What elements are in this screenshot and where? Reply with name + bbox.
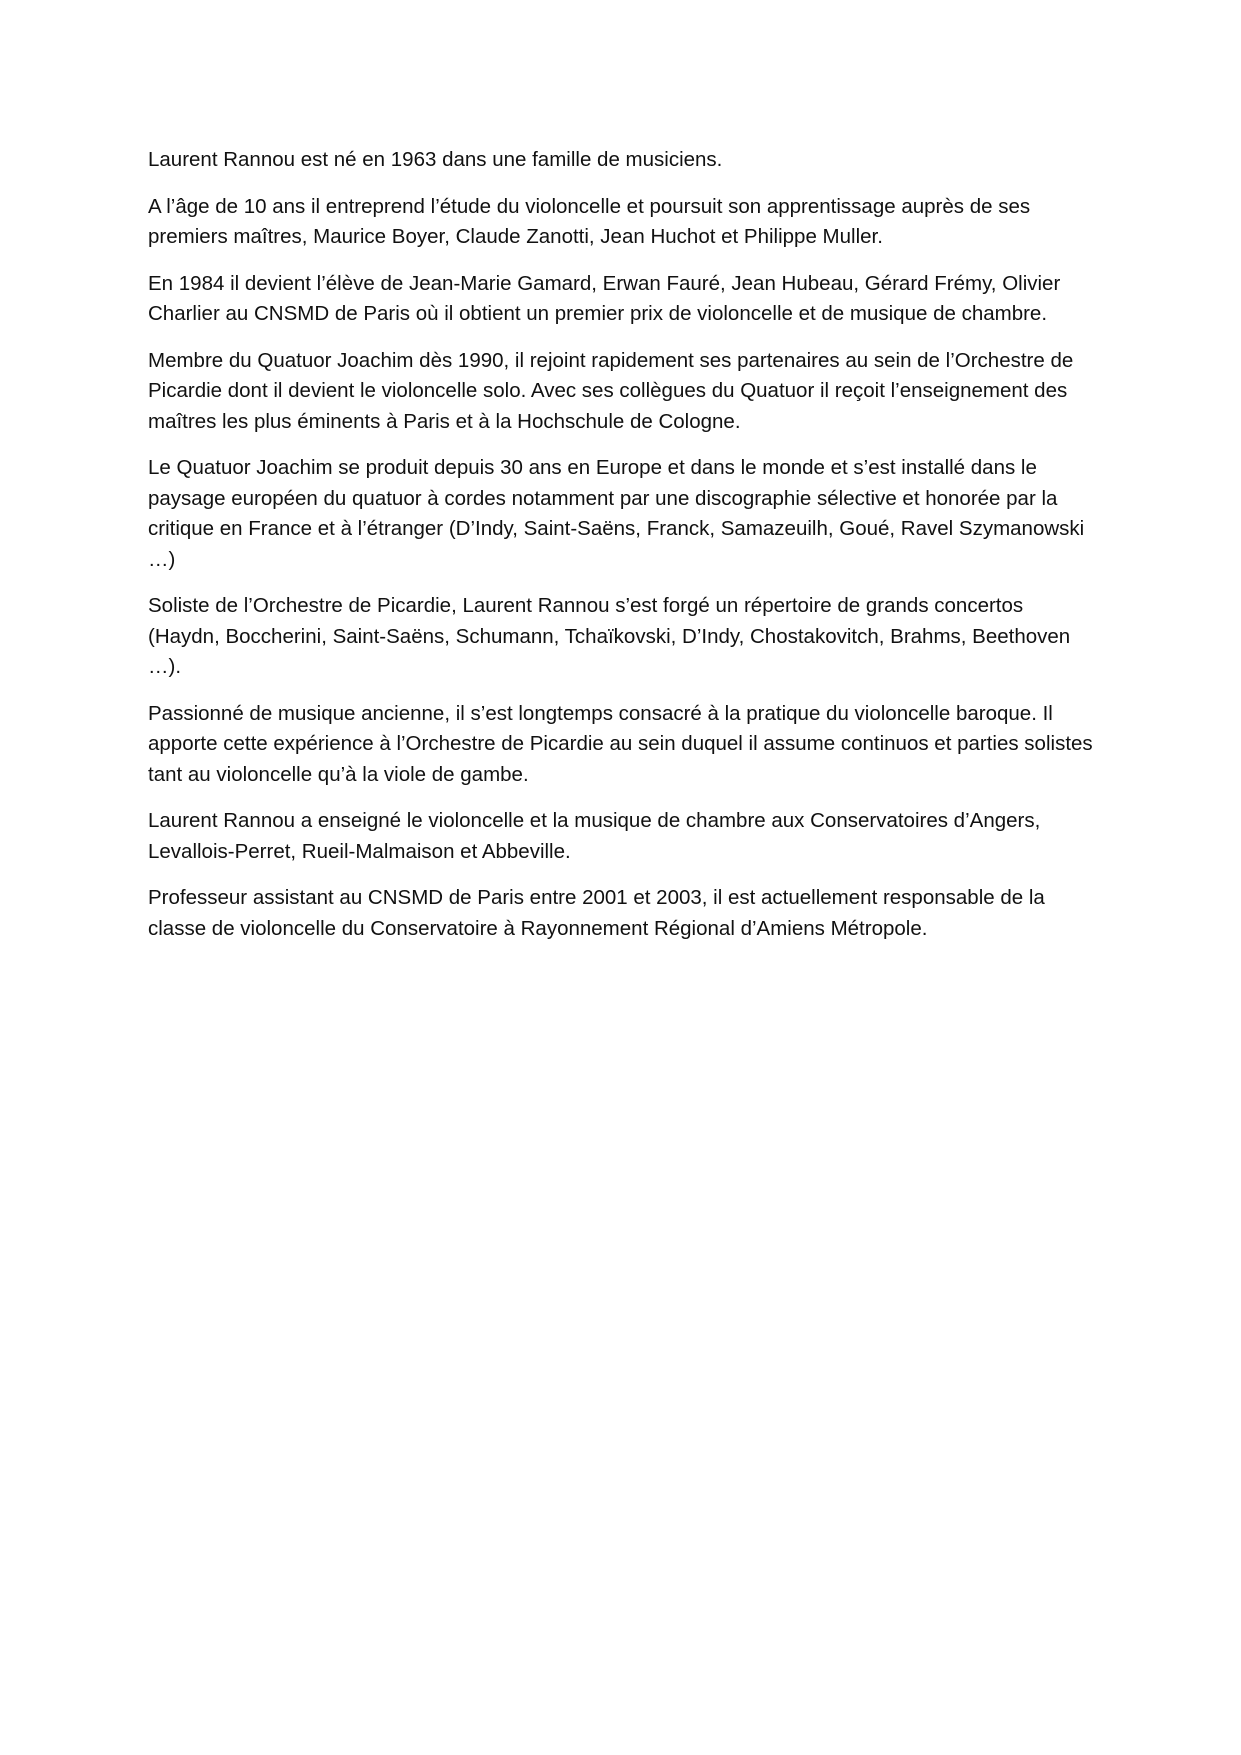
paragraph-soloist: Soliste de l’Orchestre de Picardie, Laurent Rannou s’est forgé un répertoire de grands concertos (Haydn, Boccherini, Saint-Saëns, Schumann, Tchaïkovski, D’Indy, Chostakovitch, Brahms, Beethoven …). [148,594,1071,678]
paragraph-quatuor-joachim: Membre du Quatuor Joachim dès 1990, il rejoint rapidement ses partenaires au sein de l’Orchestre de Picardie dont il devient le violoncelle solo. Avec ses collègues du Quatuor il reçoit l’enseignement des maîtres les plus éminents à Paris et à la Hochschule de Cologne. [148,348,1074,433]
paragraph-professorship: Professeur assistant au CNSMD de Paris entre 2001 et 2003, il est actuellement responsable de la classe de violoncelle du Conservatoire à Rayonnement Régional d’Amiens Métropole. [148,886,1045,940]
paragraph-cnsmd-studies: En 1984 il devient l’élève de Jean-Marie Gamard, Erwan Fauré, Jean Hubeau, Gérard Frémy, Olivier Charlier au CNSMD de Paris où il obtient un premier prix de violoncelle et de musique de chambre. [148,271,1061,325]
paragraph-early-studies: A l’âge de 10 ans il entreprend l’étude du violoncelle et poursuit son apprentissage auprès de ses premiers maîtres, Maurice Boyer, Claude Zanotti, Jean Huchot et Philippe Muller. [148,194,1031,248]
paragraph-baroque: Passionné de musique ancienne, il s’est longtemps consacré à la pratique du violoncelle baroque. Il apporte cette expérience à l’Orchestre de Picardie au sein duquel il assume continuos et parties solistes tant au violoncelle qu’à la viole de gambe. [148,701,1093,786]
paragraph-teaching: Laurent Rannou a enseigné le violoncelle et la musique de chambre aux Conservatoires d’Angers, Levallois-Perret, Rueil-Malmaison et Abbeville. [148,809,1041,863]
paragraph-quartet-career: Le Quatuor Joachim se produit depuis 30 ans en Europe et dans le monde et s’est installé dans le paysage européen du quatuor à cordes notamment par une discographie sélective et honorée par la critique en France et à l’étranger (D’Indy, Saint-Saëns, Franck, Samazeuilh, Goué, Ravel Szymanowski …) [148,456,1085,571]
paragraph-birth: Laurent Rannou est né en 1963 dans une famille de musiciens. [148,148,723,171]
biography-text [148,145,1098,960]
